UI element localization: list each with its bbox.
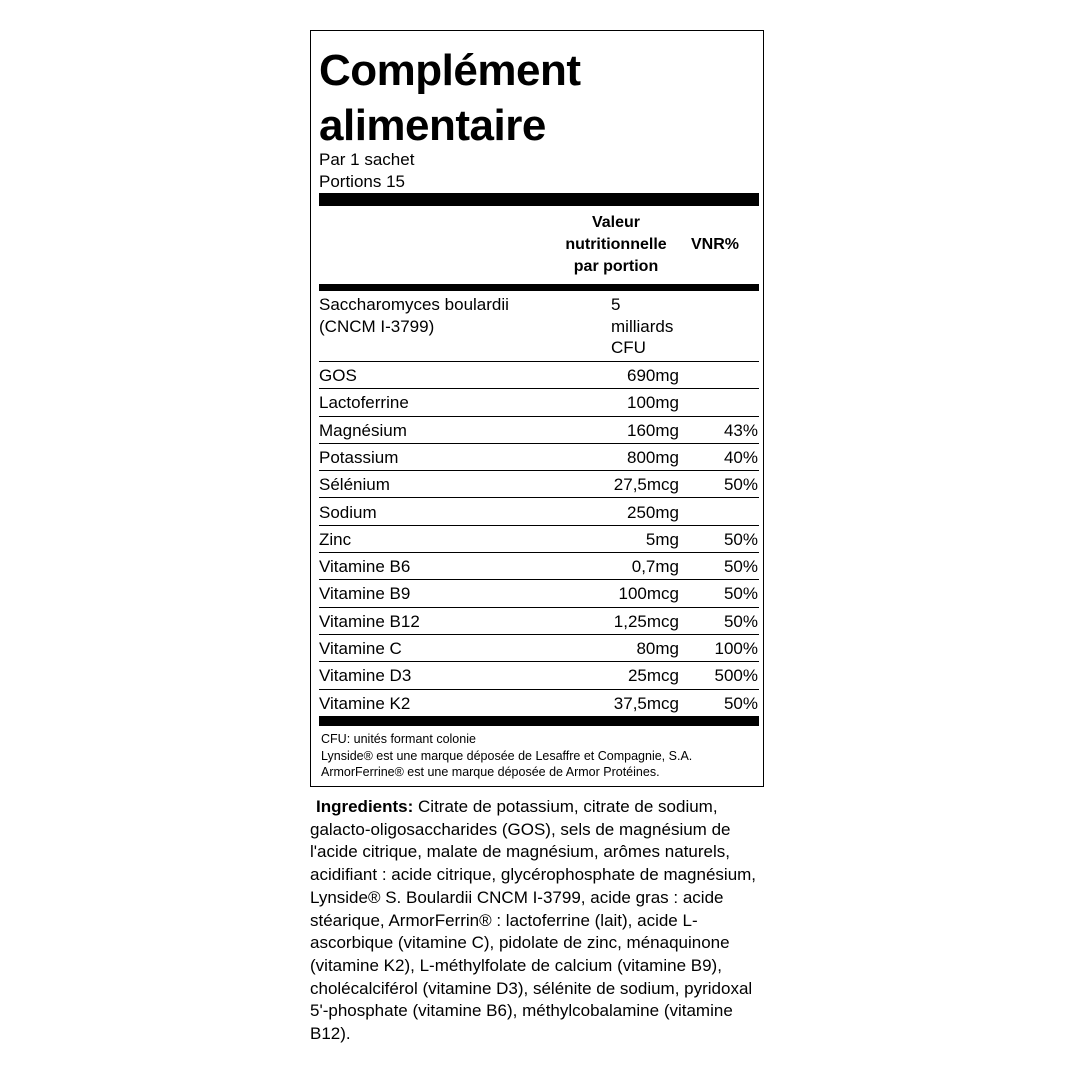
- servings-text: Portions 15: [319, 172, 405, 191]
- footnote-lynside: Lynside® est une marque déposée de Lesaffre et Compagnie, S.A.: [321, 748, 693, 763]
- table-row: [319, 389, 759, 416]
- nutrient-vnr: 50%: [723, 584, 758, 604]
- nutrient-value: 160mg: [627, 420, 679, 440]
- nutrient-value: 37,5mcg: [613, 693, 679, 713]
- table-row: [319, 417, 759, 444]
- nutrient-vnr: 50%: [723, 611, 758, 631]
- footnotes: [321, 731, 751, 781]
- table-row-saccharomyces: [319, 291, 759, 362]
- nutrient-value: 690mg: [627, 366, 679, 385]
- ingredients-block: [310, 796, 770, 1046]
- row-value-line2: milliards: [611, 316, 674, 336]
- table-row: [319, 362, 759, 389]
- nutrient-name: Vitamine K2: [319, 693, 411, 713]
- header-value-line1: Valeur: [591, 214, 641, 231]
- nutrient-value: 100mg: [627, 393, 679, 413]
- nutrient-value: 5mg: [645, 529, 679, 549]
- nutrient-value: 27,5mcg: [613, 475, 679, 495]
- nutrient-name: Vitamine C: [319, 639, 402, 658]
- nutrient-name: Vitamine B6: [319, 557, 411, 577]
- header-value-per-serving: [556, 212, 676, 278]
- per-unit-text: Par 1 sachet: [319, 150, 415, 169]
- nutrient-name: Vitamine B9: [319, 584, 411, 604]
- nutrient-vnr: 40%: [723, 447, 758, 467]
- table-row: [319, 526, 759, 553]
- header-value-line3: par portion: [573, 258, 659, 275]
- label-title-line1: Complément: [319, 46, 581, 95]
- row-name: [319, 294, 589, 337]
- footnote-armorferrine: ArmorFerrine® est une marque déposée de Armor Protéines.: [321, 765, 660, 779]
- nutrient-vnr: 50%: [723, 529, 758, 549]
- nutrient-vnr: 50%: [723, 693, 758, 713]
- thick-divider-top: [319, 193, 759, 206]
- header-vnr: VNR%: [691, 236, 740, 253]
- table-row: [319, 471, 759, 498]
- label-title: [319, 43, 580, 153]
- nutrient-vnr: 100%: [714, 639, 758, 658]
- nutrition-facts-panel: [310, 30, 764, 787]
- row-name-line2: (CNCM I-3799): [319, 316, 435, 336]
- nutrient-name: Vitamine B12: [319, 611, 420, 631]
- thick-divider-header: [319, 284, 759, 291]
- row-value-line1: 5: [611, 295, 621, 314]
- nutrient-name: Vitamine D3: [319, 666, 412, 686]
- table-row: [319, 608, 759, 635]
- nutrient-value: 25mcg: [627, 666, 679, 686]
- row-value: [611, 294, 701, 359]
- nutrient-name: Zinc: [319, 529, 352, 549]
- nutrient-vnr: 500%: [714, 666, 758, 686]
- table-row: [319, 580, 759, 607]
- nutrient-value: 100mcg: [618, 584, 679, 604]
- nutrient-vnr: 43%: [723, 420, 758, 440]
- nutrient-name: Magnésium: [319, 420, 407, 440]
- nutrient-name: Sodium: [319, 502, 377, 522]
- nutrient-value: 80mg: [636, 639, 679, 658]
- table-row: [319, 635, 759, 662]
- nutrient-name: GOS: [319, 366, 357, 385]
- nutrient-vnr: 50%: [723, 557, 758, 577]
- row-name-line1: Saccharomyces boulardii: [319, 295, 509, 314]
- nutrient-vnr: 50%: [723, 475, 758, 495]
- table-row: [319, 553, 759, 580]
- header-value-line2: nutritionnelle: [565, 236, 667, 253]
- nutrient-value: 250mg: [627, 502, 679, 522]
- nutrient-value: 0,7mg: [631, 557, 679, 577]
- table-row: [319, 662, 759, 689]
- nutrient-value: 800mg: [627, 447, 679, 467]
- ingredients-lead: Ingredients:: [316, 797, 414, 816]
- footnote-cfu: CFU: unités formant colonie: [321, 732, 476, 746]
- nutrient-name: Sélénium: [319, 475, 390, 495]
- table-row: [319, 690, 759, 717]
- nutrient-name: Lactoferrine: [319, 393, 409, 413]
- ingredients-text: Citrate de potassium, citrate de sodium, galacto-oligosaccharides (GOS), sels de magnésium de l'acide citrique, malate de magnésium, arômes naturels, acidifiant : acide citrique, glycérophosphate de magnésium, Lynside® S. Boulardii CNCM I-3799, acide gras : acide stéarique, ArmorFerrin® : lactoferrine (lait), acide L-ascorbique (vitamine C), pidolate de zinc, ménaquinone (vitamine K2), L-méthylfolate de calcium (vitamine B9), cholécalciférol (vitamine D3), sélénite de sodium, pyridoxal 5'-phosphate (vitamine B6), méthylcobalamine (vitamine B12).: [310, 797, 757, 1044]
- nutrient-name: Potassium: [319, 447, 399, 467]
- table-row: [319, 444, 759, 471]
- row-value-line3: CFU: [611, 338, 646, 357]
- nutrient-value: 1,25mcg: [613, 611, 679, 631]
- label-title-line2: alimentaire: [319, 101, 546, 150]
- thick-divider-bottom: [319, 717, 759, 726]
- table-row: [319, 499, 759, 526]
